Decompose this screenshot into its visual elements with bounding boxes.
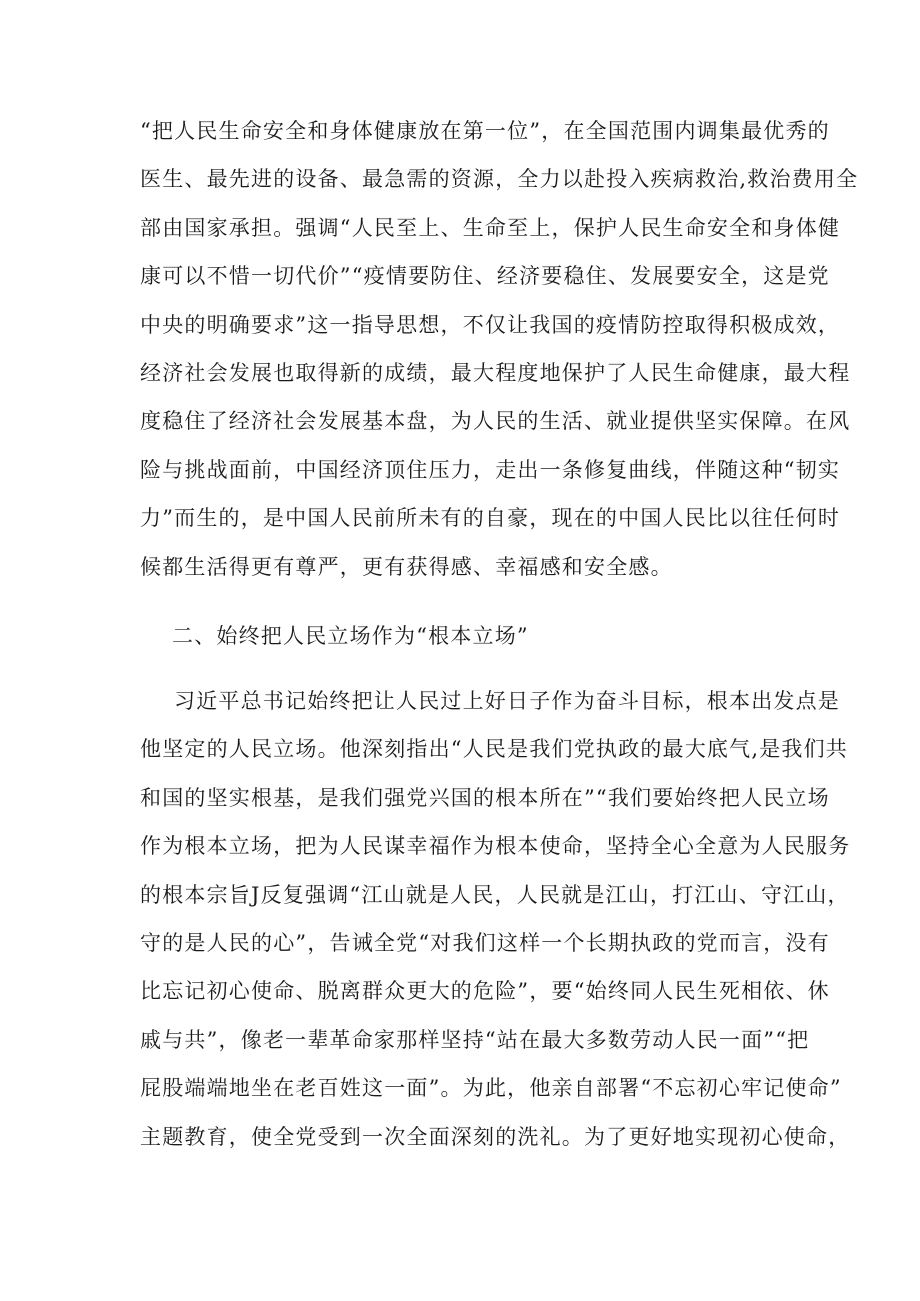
paragraph-line: 中央的明确要求”这一指导思想，不仅让我国的疫情防控取得积极成效， bbox=[140, 312, 841, 337]
paragraph-line: “把人民生命安全和身体健康放在第一位”，在全国范围内调集最优秀的 bbox=[140, 119, 830, 143]
paragraph-line: 经济社会发展也取得新的成绩，最大程度地保护了人民生命健康，最大程 bbox=[140, 360, 851, 385]
paragraph-line: 习近平总书记始终把让人民过上好日子作为奋斗目标，根本出发点是 bbox=[174, 689, 840, 713]
paragraph-line: 医生、最先进的设备、最急需的资源，全力以赴投入疾病救治,救治费用全 bbox=[140, 167, 859, 192]
paragraph-line: 康可以不惜一切代价”“疫情要防住、经济要稳住、发展要安全，这是党 bbox=[140, 264, 830, 289]
paragraph-line: 和国的坚实根基，是我们强党兴国的根本所在”“我们要始终把人民立场 bbox=[140, 785, 830, 810]
paragraph-line: 的根本宗旨J反复强调“江山就是人民，人民就是江山，打江山、守江山， bbox=[140, 882, 850, 907]
paragraph-line: 他坚定的人民立场。他深刻指出“人民是我们党执政的最大底气,是我们共 bbox=[140, 737, 849, 762]
paragraph-line: 险与挑战面前，中国经济顶住压力，走出一条修复曲线，伴随这种“韧实 bbox=[140, 457, 841, 482]
paragraph-line: 部由国家承担。强调“人民至上、生命至上，保护人民生命安全和身体健 bbox=[140, 215, 841, 240]
paragraph-people-stance bbox=[140, 677, 851, 1161]
paragraph-line: 度稳住了经济社会发展基本盘，为人民的生活、就业提供坚实保障。在风 bbox=[140, 409, 851, 434]
paragraph-continued bbox=[140, 107, 859, 591]
paragraph-line: 主题教育，使全党受到一次全面深刻的洗礼。为了更好地实现初心使命， bbox=[140, 1124, 851, 1149]
paragraph-line: 比忘记初心使命、脱离群众更大的危险”，要“始终同人民生死相依、休 bbox=[140, 979, 830, 1004]
paragraph-line: 作为根本立场，把为人民谋幸福作为根本使命，坚持全心全意为人民服务 bbox=[140, 834, 851, 859]
paragraph-line: 屁股端端地坐在老百姓这一面”。为此，他亲自部署“不忘初心牢记使命” bbox=[140, 1076, 842, 1101]
paragraph-line: 力”而生的，是中国人民前所未有的自豪，现在的中国人民比以往任何时 bbox=[140, 506, 841, 531]
paragraph-line: 候都生活得更有尊严，更有获得感、幸福感和安全感。 bbox=[140, 554, 673, 579]
paragraph-line: 守的是人民的心”，告诫全党“对我们这样一个长期执政的党而言，没有 bbox=[140, 930, 830, 955]
paragraph-line: 戚与共”，像老一辈革命家那样坚持“站在最大多数劳动人民一面”“把 bbox=[140, 1027, 810, 1052]
section-heading: 二、始终把人民立场作为“根本立场” bbox=[172, 624, 529, 648]
